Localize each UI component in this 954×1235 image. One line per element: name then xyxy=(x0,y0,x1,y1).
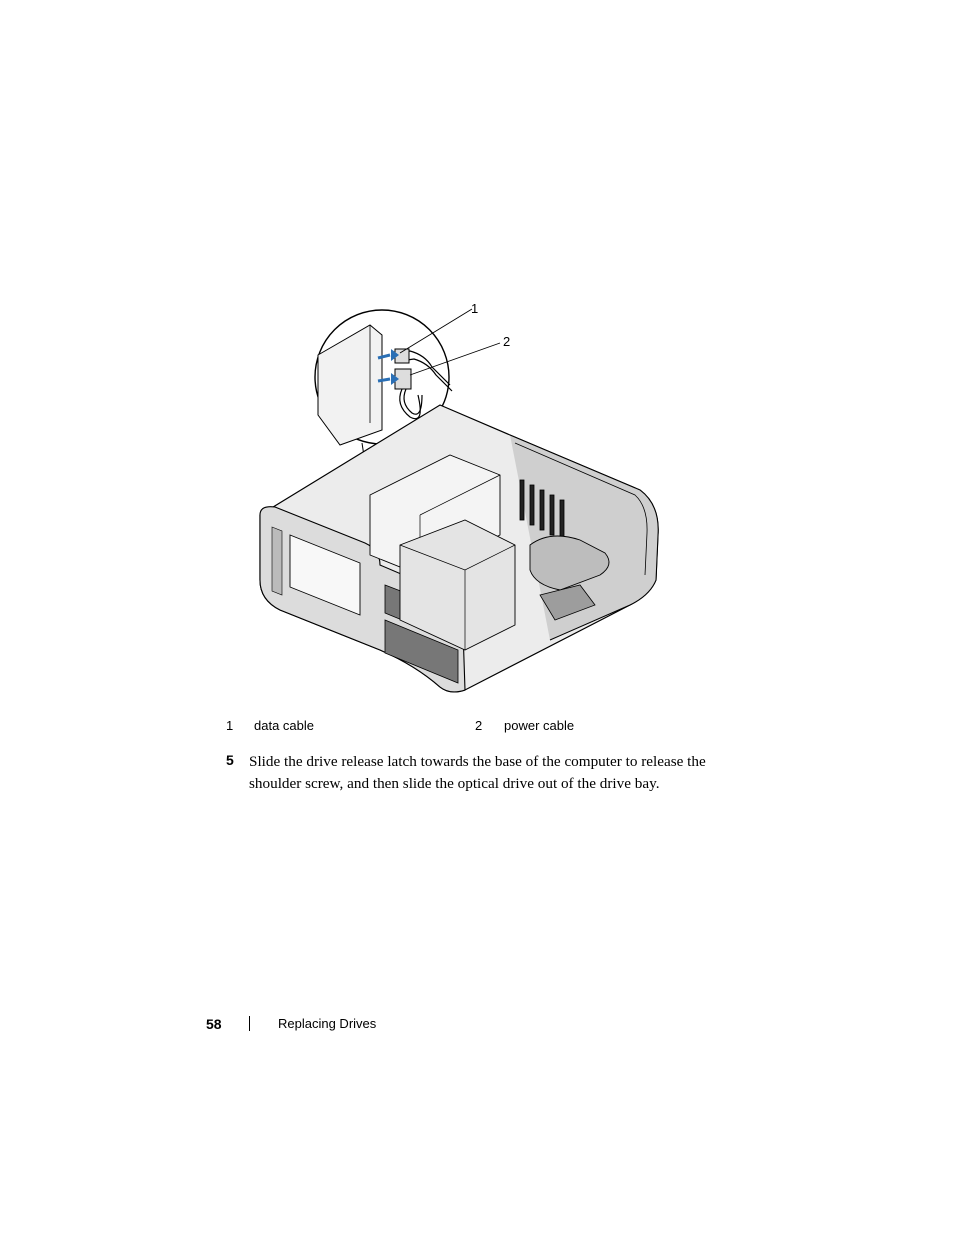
page-number: 58 xyxy=(206,1016,222,1032)
chassis xyxy=(260,405,658,692)
arrow-icon xyxy=(378,379,390,381)
step-text: Slide the drive release latch towards the base of the computer to release the shoulder screw, and then slide the optical drive out of the drive bay. xyxy=(249,753,706,792)
callout-1: 1 xyxy=(471,301,479,316)
section-title: Replacing Drives xyxy=(278,1016,377,1031)
legend-label-data-cable: data cable xyxy=(254,718,314,733)
legend-number-2: 2 xyxy=(475,718,483,733)
computer-chassis-illustration xyxy=(250,295,670,705)
callout-2: 2 xyxy=(503,334,511,349)
footer-separator xyxy=(249,1016,250,1031)
legend-number-1: 1 xyxy=(226,718,234,733)
step-number: 5 xyxy=(226,752,234,768)
legend-label-power-cable: power cable xyxy=(504,718,575,733)
